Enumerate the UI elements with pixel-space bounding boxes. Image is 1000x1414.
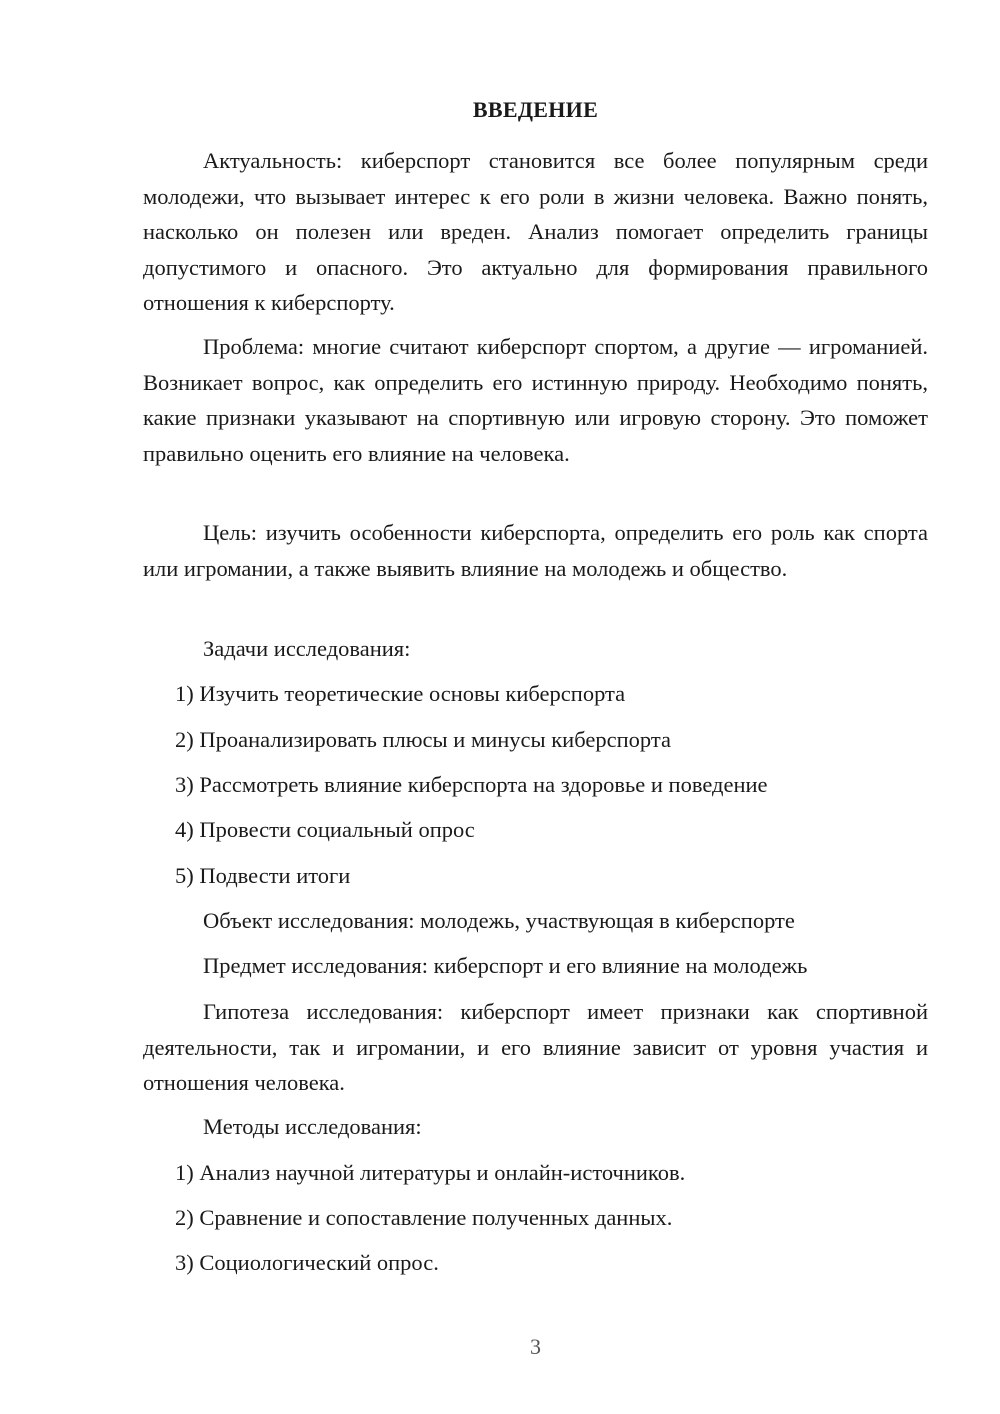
task-item-3: 3) Рассмотреть влияние киберспорта на здоровье и поведение bbox=[175, 772, 768, 797]
task-item-2: 2) Проанализировать плюсы и минусы киберспорта bbox=[175, 727, 671, 752]
paragraph-relevance: Актуальность: киберспорт становится все более популярным среди молодежи, что вызывает интерес к его роли в жизни человека. Важно понять, насколько он полезен или вреден. Анализ помогает определить границы допустимого и опасного. Это актуально для формирования правильного отношения к киберспорту. bbox=[143, 148, 928, 315]
task-item-4: 4) Провести социальный опрос bbox=[175, 817, 475, 842]
page-title: ВВЕДЕНИЕ bbox=[472, 97, 599, 122]
research-object: Объект исследования: молодежь, участвующая в киберспорте bbox=[203, 908, 795, 933]
paragraph-hypothesis: Гипотеза исследования: киберспорт имеет признаки как спортивной деятельности, так и игромании, и его влияние зависит от уровня участия и отношения человека. bbox=[143, 999, 928, 1095]
task-item-1: 1) Изучить теоретические основы киберспорта bbox=[175, 681, 626, 706]
paragraph-problem: Проблема: многие считают киберспорт спортом, а другие — игроманией. Возникает вопрос, как определить его истинную природу. Необходимо понять, какие признаки указывают на спортивную или игровую сторону. Это поможет правильно оценить его влияние на человека. bbox=[143, 334, 928, 466]
page-number: 3 bbox=[530, 1334, 541, 1359]
tasks-heading: Задачи исследования: bbox=[203, 636, 411, 661]
task-item-5: 5) Подвести итоги bbox=[175, 863, 351, 888]
document-page bbox=[143, 0, 928, 1414]
research-subject: Предмет исследования: киберспорт и его влияние на молодежь bbox=[203, 953, 808, 978]
methods-heading: Методы исследования: bbox=[203, 1114, 422, 1139]
method-item-3: 3) Социологический опрос. bbox=[175, 1250, 439, 1275]
method-item-2: 2) Сравнение и сопоставление полученных данных. bbox=[175, 1205, 673, 1230]
paragraph-goal: Цель: изучить особенности киберспорта, определить его роль как спорта или игромании, а также выявить влияние на молодежь и общество. bbox=[143, 520, 928, 581]
method-item-1: 1) Анализ научной литературы и онлайн-источников. bbox=[175, 1160, 686, 1185]
